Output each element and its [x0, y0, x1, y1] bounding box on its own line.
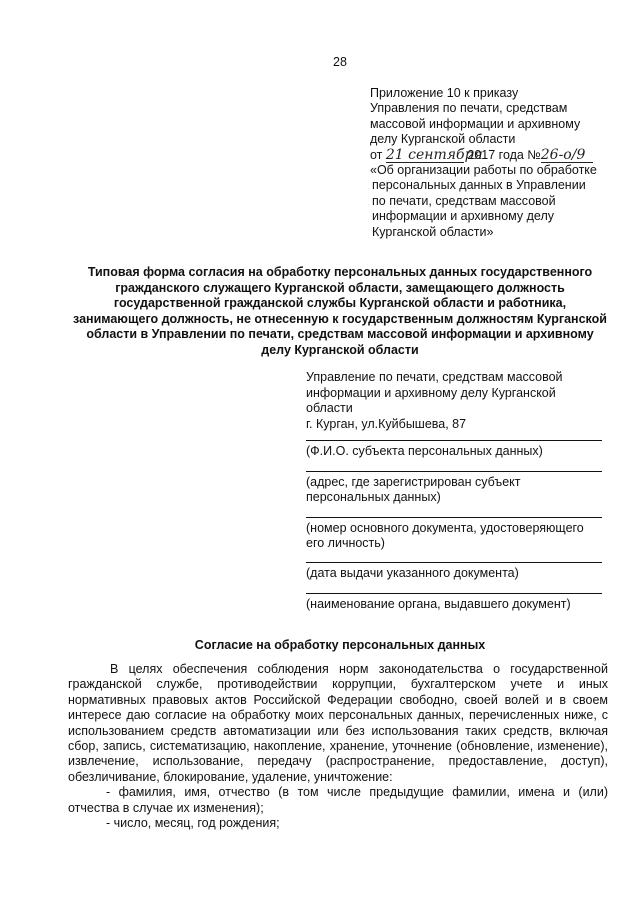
field-caption: (Ф.И.О. субъекта персональных данных) [306, 444, 543, 458]
blank-line [306, 440, 602, 441]
appendix-line: «Об организации работы по обработке [370, 163, 597, 178]
issue-date-field[interactable] [306, 562, 602, 581]
list-item: - фамилия, имя, отчество (в том числе предыдущие фамилии, имена и (или) отчества в случае их изменения); [68, 785, 608, 815]
appendix-line: делу Курганской области [370, 132, 516, 147]
blank-line [306, 562, 602, 563]
year-text: 2017 года № [467, 147, 541, 162]
handwritten-date: 21 сентября [385, 146, 483, 163]
appendix-line: Управления по печати, средствам [370, 101, 568, 116]
consent-paragraph: В целях обеспечения соблюдения норм законодательства о государственной гражданской службе, противодействии коррупции, бухгалтерском учете и иных нормативных правовых актов Российской Федерации свободно, своей волей и в своем интересе даю согласие на обработку моих персональных данных, перечисленных ниже, с использованием средств автоматизации или без использования таких средств, включая сбор, запись, систематизацию, накопление, хранение, уточнение (обновление, изменение), извлечение, использование, передачу (распространение, предоставление, доступ), обезличивание, блокирование, удаление, уничтожение: [68, 662, 608, 784]
field-caption: (наименование органа, выдавшего документ) [306, 597, 571, 611]
appendix-line: Курганской области» [372, 224, 494, 239]
appendix-line: информации и архивному делу [372, 209, 554, 224]
form-title: Типовая форма согласия на обработку персональных данных государственного гражданского служащего Курганской области, замещающего должность государственной гражданской службы Курганской области и работника, занимающего должность, не отнесенную к государственным должностям Курганской области в Управлении по печати, средствам массовой информации и архивному делу Курганской области [73, 265, 607, 357]
appendix-line: Приложение 10 к приказу [370, 86, 519, 100]
appendix-block [370, 86, 625, 240]
blank-line [306, 471, 602, 472]
consent-body [68, 662, 608, 831]
appendix-date-line [370, 148, 625, 163]
address-line: информации и архивному делу Курганской [306, 385, 556, 400]
appendix-line: массовой информации и архивному [370, 116, 581, 131]
list-item: - число, месяц, год рождения; [106, 816, 280, 831]
recipient-address [306, 370, 606, 432]
address-field[interactable] [306, 471, 602, 506]
date-prefix: от [370, 147, 383, 162]
handwritten-number: 26-о/9 [541, 148, 593, 163]
address-line: г. Курган, ул.Куйбышева, 87 [306, 416, 467, 431]
blank-line [306, 517, 602, 518]
blank-line [306, 593, 602, 594]
address-line: области [306, 401, 353, 415]
consent-title: Согласие на обработку персональных данных [194, 638, 486, 652]
address-line: Управление по печати, средствам массовой [306, 370, 563, 384]
page-number: 28 [333, 55, 347, 69]
appendix-line: по печати, средствам массовой [372, 193, 556, 208]
field-caption: (номер основного документа, удостоверяющего его личность) [306, 521, 584, 551]
issuer-field[interactable] [306, 593, 602, 612]
field-caption: (дата выдачи указанного документа) [306, 566, 519, 580]
field-caption: (адрес, где зарегистрирован субъект персональных данных) [306, 475, 521, 505]
fio-field[interactable] [306, 440, 602, 459]
document-field[interactable] [306, 517, 602, 552]
appendix-line: персональных данных в Управлении [372, 178, 586, 193]
